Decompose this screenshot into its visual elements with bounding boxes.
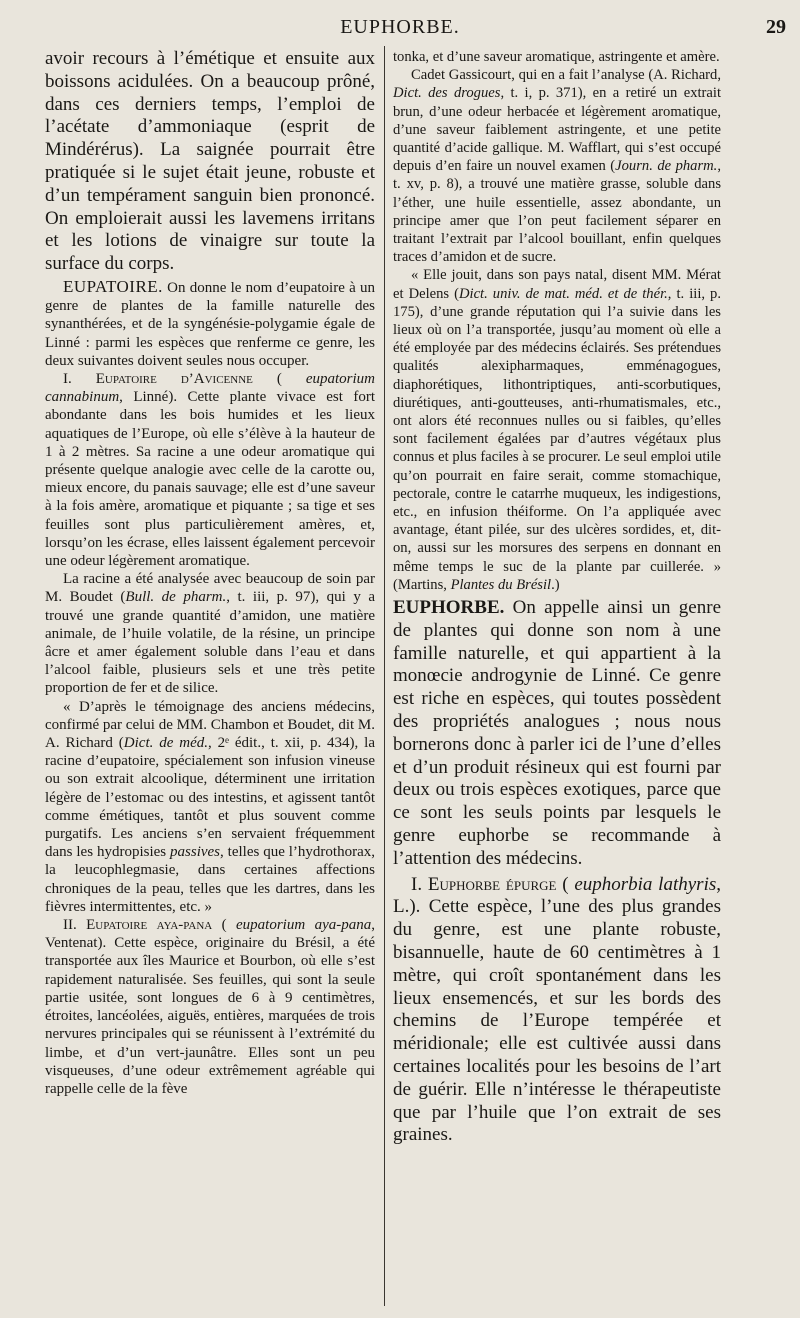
- entry-term-eupatoire: EUPATOIRE.: [63, 276, 163, 296]
- entry-body-eupatoire: On donne le nom d’eupatoire à un genre de plantes de la famille naturelle des synanthérées, et de la syngénésie-polygamie égale de Linné : parmi les espèces que renferme ce genre, les deux suivantes doivent seules nous occuper.: [45, 279, 375, 369]
- text: , t. iii, p. 175), d’une grande réputation qui l’a suivie dans les lieux où on l’a transportée, jusqu’au moment où elle a été employée par des médecins éclairés. Ses prétendues qualités alexipharmaques, emménagogues, diaphorétiques, lithontriptiques, anti-scorbutiques, diurétiques, anti-goutteuses, anti-rhumatismales, etc., ont alors été reconnues nulles ou si faibles, qu’elles sont facilement égalées par d’autres végétaux plus connus et plus faciles à se procurer. Le seul emploi utile qu’on pourrait en faire serait, comme stomachique, pectorale, contre le catarrhe muqueux, les indigestions, etc., en infusion théiforme. On l’a appliquée avec avantage, étant pilée, sur des ulcères sordides, et, dit-on, aussi sur les morsures des serpens en donnant en même temps le suc de la plante par cuillerée. » (Martins,: [393, 285, 721, 593]
- text: « Elle jouit, dans son pays natal, disent MM. Mérat et Delens (: [393, 267, 721, 302]
- text: .): [551, 576, 560, 593]
- citation: Dict. des drogues: [393, 85, 501, 102]
- citation: Dict. univ. de mat. méd. et de thér.: [458, 285, 668, 302]
- latin-name: euphorbia lathyris: [574, 873, 717, 895]
- species-name: Eupatoire aya-pana: [86, 917, 213, 934]
- paren-open: (: [252, 370, 306, 387]
- paragraph-eupatoire-avicenne: [45, 370, 375, 570]
- text: La racine a été analysée avec beaucoup de soin par M. Boudet (: [45, 571, 375, 606]
- paren-open: (: [556, 873, 575, 895]
- text: , 2ᵉ édit., t. xii, p. 434), la racine d’eupatoire, spécialement son infusion vineuse ou son extrait alcoolique, déterminent une irritation légère de l’estomac ou des intestins, et agissent tantôt comme émétiques, tantôt et plus souvent comme purgatifs. Les anciens s’en servaient fréquemment dans les hydropisies: [45, 735, 375, 861]
- paren-open: (: [212, 917, 236, 934]
- text: , t. iii, p. 97), qui y a trouvé une grande quantité d’amidon, une matière animale, de l’huile volatile, de la résine, un principe âcre et amer également soluble dans l’eau et dans l’alcool faible, plusieurs sels et une très petite proportion de fer et de silice.: [45, 589, 375, 697]
- species-name: Euphorbe épurge: [427, 873, 557, 895]
- paragraph-euphorbe-epurge: [393, 874, 721, 1148]
- species-description: , Ventenat). Cette espèce, originaire du Brésil, a été transportée aux îles Maurice et Bourbon, où elle s’est rapidement naturalisée. Ses feuilles, qui sont la seule partie usitée, sont longues de 6 à 9 centimètres, étroites, lancéolées, aiguës, entières, marquées de trois nervures principales qui se réunissent à l’extrémité du limbe, et d’un vert-jaunâtre. Elles sont un peu visqueuses, d’une odeur extrêmement agréable qui rappelle celle de la fève: [45, 917, 375, 1097]
- paragraph-reputation: [393, 266, 721, 594]
- item-number: I.: [63, 370, 96, 387]
- paragraph-aya-pana: [45, 916, 375, 1098]
- emphasis: passives: [170, 844, 221, 861]
- text: , t. xv, p. 8), a trouvé une matière grasse, soluble dans l’éther, une huile essentielle, assez abondante, un principe amer que l’on peut facilement séparer en traitant l’extrait par l’alcool bouillant, enfin quelques traces d’amidon et de sucre.: [393, 158, 721, 266]
- citation: Plantes du Brésil: [450, 576, 552, 593]
- running-header: [0, 16, 800, 46]
- page-number: 29: [766, 16, 786, 38]
- latin-name: eupatorium aya-pana: [236, 917, 372, 934]
- entry-term-euphorbe: EUPHORBE.: [393, 597, 505, 619]
- paragraph-eupatoire: [45, 278, 375, 370]
- running-title: EUPHORBE.: [340, 16, 460, 38]
- column-divider: [384, 46, 385, 1306]
- left-column: [45, 48, 375, 1098]
- text: , telles que l’hydrothorax, la leucophlegmasie, dans certaines affections chroniques de la peau, telles que les dartres, dans les fièvres intermittentes, etc. »: [45, 844, 375, 915]
- text: Cadet Gassicourt, qui en a fait l’analyse (A. Richard,: [411, 67, 721, 84]
- item-number: II.: [63, 917, 87, 934]
- latin-name: eupatorium cannabinum: [45, 370, 375, 406]
- text: , t. i, p. 371), en a retiré un extrait brun, d’une odeur herbacée et légèrement aromatique, d’une saveur faiblement astringente, et une petite quantité d’acide gallique. M. Wafflart, qui s’est occupé depuis d’en faire un nouvel examen (: [393, 85, 721, 175]
- species-description: , Linné). Cette plante vivace est fort abondante dans les bois humides et les lieux aquatiques de l’Europe, où elle s’élève à la hauteur de 1 à 2 mètres. Sa racine a une odeur aromatique qui présente quelque analogie avec celle de la carotte ou, mieux encore, du panais sauvage; elle est d’une saveur à la fois amère, aromatique et piquante ; sa tige et ses feuilles sont plus particulièrement amères, et, lorsqu’on les écrase, elles laissent également percevoir une odeur légèrement aromatique.: [45, 389, 375, 570]
- species-description: , L.). Cette espèce, l’une des plus grandes du genre, est une plante robuste, bisannuelle, haute de 60 centimètres à 1 mètre, qui croît spontanément dans les lieux ensemencés, et sur les bords des chemins de l’Europe tempérée et méridionale; elle est cultivée aussi dans certaines localités pour les besoins de l’art de guérir. Elle n’intéresse le thérapeutiste que par l’huile que l’on extrait de ses graines.: [393, 873, 721, 1146]
- paragraph-emetique: avoir recours à l’émétique et ensuite aux boissons acidulées. On a beaucoup prôné, dans ces derniers temps, l’emploi de l’acétate d’ammoniaque (esprit de Mindérérus). La saignée pourrait être pratiquée si le sujet était jeune, robuste et d’un tempérament sanguin bien prononcé. On emploierait aussi les lavemens irritans et les lotions de vinaigre sur toute la surface du corps.: [45, 48, 375, 275]
- citation: Bull. de pharm.: [125, 589, 227, 606]
- item-number: I.: [411, 873, 428, 895]
- paragraph-euphorbe: [393, 597, 721, 871]
- paragraph-cadet: [393, 66, 721, 266]
- species-name: Eupatoire d’Avicenne: [95, 370, 253, 387]
- paragraph-tonka: tonka, et d’une saveur aromatique, astringente et amère.: [393, 49, 720, 65]
- entry-body-euphorbe: On appelle ainsi un genre de plantes qui donne son nom à une famille naturelle, et qui appartient à la monœcie androgynie de Linné. Ce genre est riche en espèces, qui toutes possèdent des propriétés analogues ; nous nous bornerons donc à parler ici de l’une d’elles et d’un produit résineux qui est fourni par deux ou trois espèces exotiques, parce que ce sont les seuls points par lesquels le genre euphorbe se recommande à l’attention des médecins.: [393, 597, 721, 869]
- paragraph-racine: [45, 570, 375, 697]
- right-column: [393, 48, 721, 1147]
- paragraph-quotation: [45, 698, 375, 916]
- text: « D’après le témoignage des anciens médecins, confirmé par celui de MM. Chambon et Boudet, dit M. A. Richard (: [45, 698, 375, 752]
- citation: Dict. de méd.: [123, 735, 209, 752]
- citation: Journ. de pharm.: [615, 158, 718, 175]
